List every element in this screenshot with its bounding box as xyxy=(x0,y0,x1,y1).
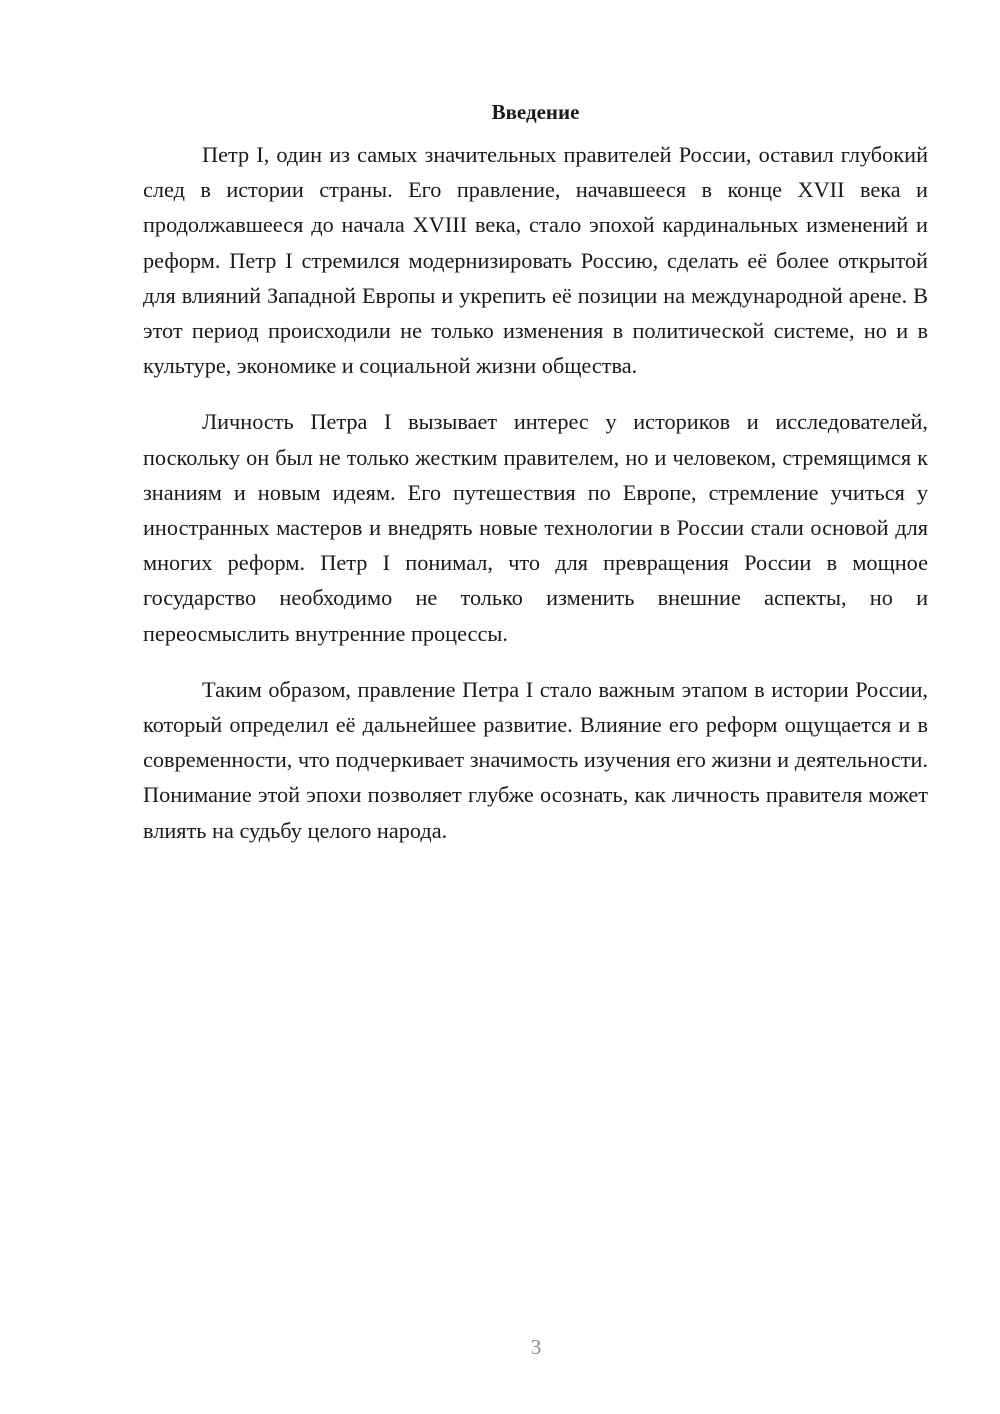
page-content xyxy=(143,94,928,848)
paragraph-1: Петр I, один из самых значительных правителей России, оставил глубокий след в истории страны. Его правление, начавшееся в конце XVII века и продолжавшееся до начала XVIII века, стало эпохой кардинальных изменений и реформ. Петр I стремился модернизировать Россию, сделать её более открытой для влияний Западной Европы и укрепить её позиции на международной арене. В этот период происходили не только изменения в политической системе, но и в культуре, экономике и социальной жизни общества. xyxy=(143,142,928,379)
section-heading: Введение xyxy=(491,100,580,124)
paragraph-3: Таким образом, правление Петра I стало важным этапом в истории России, который определил её дальнейшее развитие. Влияние его реформ ощущается и в современности, что подчеркивает значимость изучения его жизни и деятельности. Понимание этой эпохи позволяет глубже осознать, как личность правителя может влиять на судьбу целого народа. xyxy=(143,676,928,843)
paragraph-2: Личность Петра I вызывает интерес у историков и исследователей, поскольку он был не только жестким правителем, но и человеком, стремящимся к знаниям и новым идеям. Его путешествия по Европе, стремление учиться у иностранных мастеров и внедрять новые технологии в России стали основой для многих реформ. Петр I понимал, что для превращения России в мощное государство необходимо не только изменить внешние аспекты, но и переосмыслить внутренние процессы. xyxy=(143,409,928,646)
page-number: 3 xyxy=(530,1335,542,1359)
